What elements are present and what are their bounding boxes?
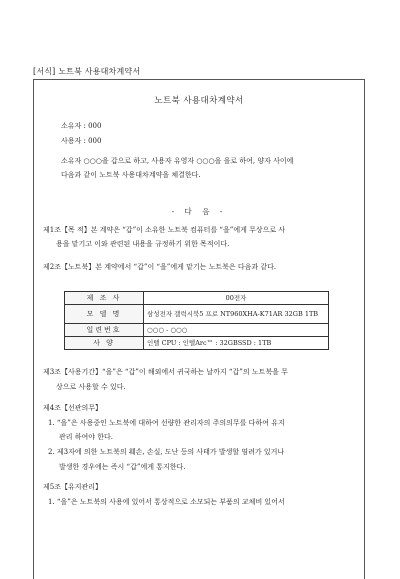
article-1-line-2: 용을 맡기고 이와 관련된 내용을 규정하기 위한 목적이다. <box>56 240 230 248</box>
document-title: 노트북 사용대차계약서 <box>154 96 244 106</box>
spec-row-model <box>65 305 329 324</box>
form-label: [서식] 노트북 사용대차계약서 <box>33 67 141 76</box>
notebook-spec-table <box>64 291 329 350</box>
article-3-line-1: 제3조【사용기간】“을”은 “갑”이 해외에서 귀국하는 날까지 “갑”의 노트북을 무 <box>43 368 288 376</box>
section-heading: - 다 음 - <box>171 207 227 216</box>
spec-label: 일련번호 <box>65 324 144 337</box>
intro-line-1: 소유자 ○○○을 갑으로 하고, 사용자 유영자 ○○○을 을로 하여, 양자 사이에 <box>61 157 294 165</box>
spec-value: 00전자 <box>144 292 329 305</box>
spec-label: 모 델 명 <box>65 305 144 324</box>
spec-label: 제 조 사 <box>65 292 144 305</box>
spec-value: ○○○ - ○○○ <box>144 324 329 337</box>
article-4-title: 제4조【선관의무】 <box>43 404 103 412</box>
spec-value: 삼성전자 갤럭시북5 프로 NT960XHA-K71AR 32GB 1TB <box>144 305 329 324</box>
spec-value: 인텔 CPU : 인텔Arc™ : 32GBSSD : 1TB <box>144 337 329 350</box>
article-3-line-2: 상으로 사용할 수 있다. <box>56 383 126 391</box>
article-5-item-1-line-1: 1. “을”은 노트북의 사용에 있어서 통상적으로 소모되는 부품의 교체비 있어서 <box>48 498 285 506</box>
spec-row-manufacturer <box>65 292 329 305</box>
article-1-line-1: 제1조【목 적】본 계약은 “갑”이 소유한 노트북 컴퓨터를 “을”에게 무상으로 사 <box>43 226 286 234</box>
intro-line-2: 다음과 같이 노트북 사용대차계약을 체결한다. <box>61 171 201 179</box>
article-4-item-1-line-1: 1. “을”은 사용중인 노트북에 대하여 선량한 관리자의 주의의무를 다하여 유지 <box>48 419 285 427</box>
spec-label: 사 양 <box>65 337 144 350</box>
contract-document <box>33 79 365 579</box>
user-line: 사용자 : 000 <box>61 137 102 145</box>
article-4-item-2-line-2: 발생한 경우에는 즉시 “갑”에게 통지한다. <box>59 463 186 471</box>
spec-row-serial <box>65 324 329 337</box>
article-2: 제2조【노트북】본 계약에서 “갑”이 “을”에게 맡기는 노트북은 다음과 같다. <box>43 263 277 271</box>
spec-row-specs <box>65 337 329 350</box>
article-4-item-2-line-1: 2. 제3자에 의한 노트북의 훼손, 손실, 도난 등의 사태가 발생할 염려가 있거나 <box>48 448 285 456</box>
article-4-item-1-line-2: 관리 하여야 한다. <box>59 433 114 441</box>
article-5-title: 제5조【유지관리】 <box>43 483 103 491</box>
owner-line: 소유자 : 000 <box>61 122 102 130</box>
